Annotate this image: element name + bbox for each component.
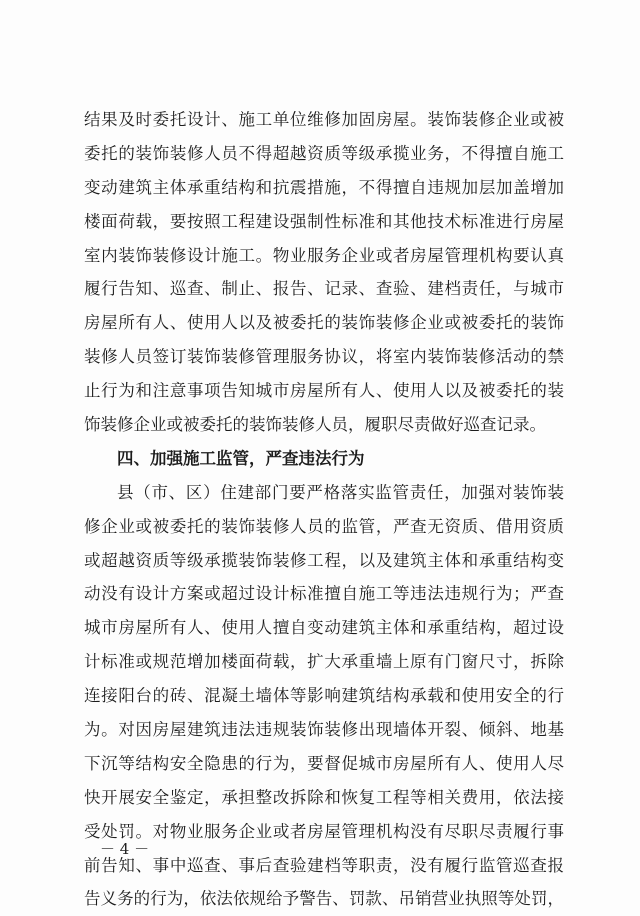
text-line: 履行告知、巡查、制止、报告、记录、查验、建档责任，与城市	[84, 279, 564, 299]
text-line: 楼面荷载，要按照工程建设强制性标准和其他技术标准进行房屋	[84, 211, 564, 231]
text-line: 连接阳台的砖、混凝土墙体等影响建筑结构承载和使用安全的行	[84, 686, 564, 706]
text-line: 受处罚。对物业服务企业或者房屋管理机构没有尽职尽责履行事	[84, 821, 564, 841]
text-line: 动没有设计方案或超过设计标准擅自施工等违法违规行为；严查	[84, 584, 564, 604]
text-line: 前告知、事中巡查、事后查验建档等职责，没有履行监管巡查报	[84, 855, 564, 875]
text-line: 为。对因房屋建筑违法违规装饰装修出现墙体开裂、倾斜、地基	[84, 720, 564, 740]
text-line: 计标准或规范增加楼面荷载，扩大承重墙上原有门窗尺寸，拆除	[84, 652, 564, 672]
page-number: － 4 －	[100, 840, 150, 858]
text-line: 止行为和注意事项告知城市房屋所有人、使用人以及被委托的装	[84, 381, 564, 401]
text-line: 委托的装饰装修人员不得超越资质等级承揽业务，不得擅自施工	[84, 143, 564, 163]
section-heading: 四、加强施工监管，严查违法行为	[117, 448, 365, 468]
text-line: 室内装饰装修设计施工。物业服务企业或者房屋管理机构要认真	[84, 245, 564, 265]
text-line: 饰装修企业或被委托的装饰装修人员，履职尽责做好巡查记录。	[84, 415, 546, 435]
text-line: 下沉等结构安全隐患的行为，要督促城市房屋所有人、使用人尽	[84, 753, 564, 773]
text-line: 房屋所有人、使用人以及被委托的装饰装修企业或被委托的装饰	[84, 313, 564, 333]
text-line: 快开展安全鉴定，承担整改拆除和恢复工程等相关费用，依法接	[84, 787, 564, 807]
text-line: 装修人员签订装饰装修管理服务协议，将室内装饰装修活动的禁	[84, 347, 564, 367]
text-line: 变动建筑主体承重结构和抗震措施，不得擅自违规加层加盖增加	[84, 177, 564, 197]
text-line: 告义务的行为，依法依规给予警告、罚款、吊销营业执照等处罚，	[84, 889, 564, 909]
text-line: 结果及时委托设计、施工单位维修加固房屋。装饰装修企业或被	[84, 110, 564, 129]
text-line: 城市房屋所有人、使用人擅自变动建筑主体和承重结构，超过设	[84, 618, 564, 638]
body-text	[84, 103, 564, 916]
text-line: 或超越资质等级承揽装饰装修工程，以及建筑主体和承重结构变	[84, 550, 564, 570]
text-line: 县（市、区）住建部门要严格落实监管责任，加强对装饰装	[117, 482, 564, 502]
text-line: 修企业或被委托的装饰装修人员的监管，严查无资质、借用资质	[84, 516, 564, 536]
